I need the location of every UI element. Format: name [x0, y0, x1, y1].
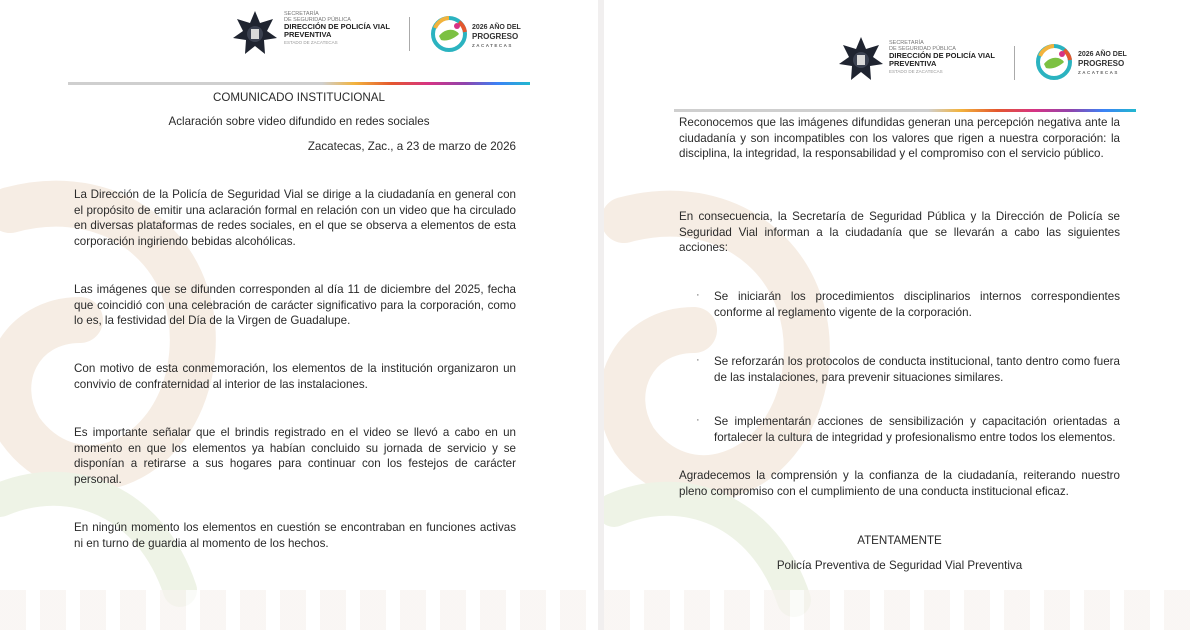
org-line2: DE SEGURIDAD PÚBLICA [284, 17, 351, 23]
document-subtitle: Aclaración sobre video difundido en redes sociales [168, 115, 430, 128]
paragraph: Es importante señalar que el brindis registrado en el video se llevó a cabo en un momento en que los elementos ya habían concluido su jornada de servicio y se disponían a retirarse a sus hogares para continuar con los festejos de carácter personal. [74, 426, 516, 487]
police-badge-icon [838, 36, 884, 82]
org-line3: DIRECCIÓN DE POLICÍA VIAL [889, 51, 995, 60]
closing-paragraph: Agradecemos la comprensión y la confianza de la ciudadanía, reiterando nuestro pleno compromiso con el cumplimiento de una conducta institucional eficaz. [679, 469, 1120, 498]
place-date: Zacatecas, Zac., a 23 de marzo de 2026 [307, 140, 516, 153]
progreso-logo-icon [429, 14, 469, 54]
year-line2: PROGRESO [472, 32, 519, 41]
org-line1: SECRETARÍA [284, 11, 319, 17]
letterhead [0, 0, 598, 90]
document-page-left [0, 0, 598, 630]
header-divider [409, 17, 410, 51]
paragraph: La Dirección de la Policía de Seguridad Vial se dirige a la ciudadanía en general con el propósito de emitir una aclaración formal en relación con un video que ha circulado en diversas plataformas de redes sociales, en el que se observa a elementos de esta corporación ingiriendo bebidas alcohólicas. [74, 188, 516, 249]
document-page-right [604, 0, 1200, 630]
org-line4: PREVENTIVA [889, 59, 937, 68]
year-line3: ZACATECAS [472, 43, 513, 48]
org-line5: ESTADO DE ZACATECAS [284, 40, 338, 45]
year-line2: PROGRESO [1078, 59, 1125, 68]
org-line4: PREVENTIVA [284, 30, 332, 39]
bullet-marker: · [696, 289, 700, 301]
org-name [889, 40, 1009, 76]
paragraph: En consecuencia, la Secretaría de Seguridad Pública y la Dirección de Policía se Seguridad Vial informan a la ciudadanía que se llevarán a cabo las siguientes acciones: [679, 210, 1120, 255]
action-item: Se iniciarán los procedimientos disciplinarios internos correspondientes conforme al reglamento vigente de la corporación. [714, 290, 1120, 319]
letterhead [604, 0, 1200, 112]
org-line3: DIRECCIÓN DE POLICÍA VIAL [284, 22, 390, 31]
org-line2: DE SEGURIDAD PÚBLICA [889, 46, 956, 52]
action-item: Se implementarán acciones de sensibilización y capacitación orientadas a fortalecer la cultura de integridad y profesionalismo entre todos los elementos. [714, 415, 1120, 444]
police-badge-icon [232, 10, 278, 56]
progreso-text [472, 23, 521, 50]
header-color-rule [674, 109, 1136, 112]
document-title: COMUNICADO INSTITUCIONAL [213, 91, 385, 104]
year-line1: 2026 AÑO DEL [1078, 51, 1127, 58]
progreso-text [1078, 50, 1127, 77]
org-name [284, 11, 404, 47]
header-color-rule [68, 82, 530, 85]
bullet-marker: · [696, 354, 700, 366]
watermark-band [604, 590, 1200, 630]
paragraph: Reconocemos que las imágenes difundidas generan una percepción negativa ante la ciudadanía y son incompatibles con los valores que rigen a nuestra corporación: la disciplina, la integridad, la responsabilidad y el compromiso con el servicio público. [679, 116, 1120, 161]
watermark-band [0, 590, 598, 630]
year-line3: ZACATECAS [1078, 70, 1119, 75]
signature-line: Policía Preventiva de Seguridad Vial Preventiva [776, 559, 1023, 572]
progreso-logo-icon [1034, 42, 1074, 82]
paragraph: Con motivo de esta conmemoración, los elementos de la institución organizaron un convivio de confraternidad al interior de las instalaciones. [74, 362, 516, 391]
action-item: Se reforzarán los protocolos de conducta institucional, tanto dentro como fuera de las instalaciones, para prevenir situaciones similares. [714, 355, 1120, 384]
header-divider [1014, 46, 1015, 80]
org-line1: SECRETARÍA [889, 40, 924, 46]
org-line5: ESTADO DE ZACATECAS [889, 69, 943, 74]
bullet-marker: · [696, 414, 700, 426]
paragraph: Las imágenes que se difunden corresponden al día 11 de diciembre del 2025, fecha que coincidió con una celebración de carácter significativo para la corporación, como lo es, la festividad del Día de la Virgen de Guadalupe. [74, 283, 516, 328]
paragraph: En ningún momento los elementos en cuestión se encontraban en funciones activas ni en turno de guardia al momento de los hechos. [74, 521, 516, 550]
year-line1: 2026 AÑO DEL [472, 24, 521, 31]
sign-off: ATENTAMENTE [857, 534, 942, 547]
